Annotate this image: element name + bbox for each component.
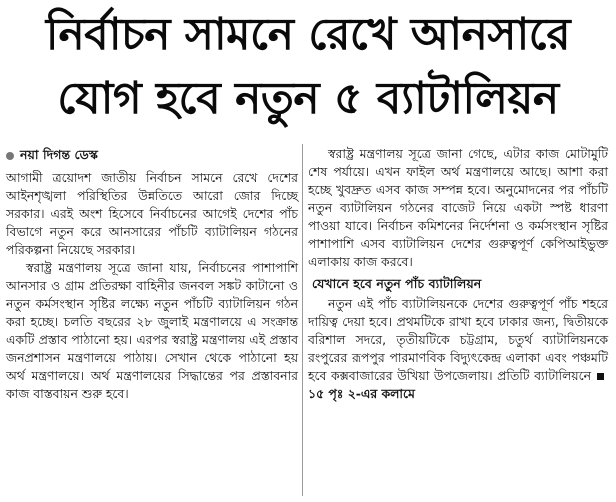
paragraph-right-1: স্বরাষ্ট্র মন্ত্রণালয় সূত্রে জানা গেছে, এটার কাজ মোটামুটি শেষ পর্যায়ে। এখন ফাইল অর্থ মন্ত্রণালয়ে আছে। আশা করা হচ্ছে খুবদ্রুত এসব কাজ সম্পন্ন হবে। অনুমোদনের পর পাঁচটি নতুন ব্যাটালিয়ন গঠনের বাজেট নিয়ে একটা স্পষ্ট ধারণা পাওয়া যাবে। নির্বাচন কমিশনের নির্দেশনা ও কর্মসংস্থান সৃষ্টির পাশাপাশি এসব ব্যাটালিয়ন দেশের গুরুত্বপূর্ণ কেপিআইভুক্ত এলাকায় কাজ করবে। [308, 146, 608, 269]
paragraph-right-2-text: নতুন এই পাঁচ ব্যাটালিয়নকে দেশের গুরুত্বপূর্ণ পাঁচ শহরে দায়িত্ব দেয়া হবে। প্রথমটিকে রাখা হবে ঢাকার জন্য, দ্বিতীয়কে বরিশাল সদরে, তৃতীয়টিকে চট্টগ্রাম, চতুর্থ ব্যাটালিয়নকে রংপুরের রূপপুর পারমাণবিক বিদ্যুৎকেন্দ্র এলাকা এবং পঞ্চমটি হবে কক্সবাজারের উখিয়া উপজেলায়। প্রতিটি ব্যাটালিয়নে [308, 296, 608, 383]
column-divider [302, 144, 303, 496]
square-marker-icon [597, 373, 604, 380]
byline [6, 145, 298, 165]
article-right-column [308, 145, 608, 403]
bullet-dot-icon [6, 152, 14, 160]
paragraph-left-1: আগামী ত্রয়োদশ জাতীয় নির্বাচন সামনে রেখে দেশের আইনশৃঙ্খলা পরিস্থিতির উন্নতিতে আরো জোর দিচ্ছে সরকার। এরই অংশ হিসেবে নির্বাচনের আগেই দেশের পাঁচ বিভাগে নতুন করে আনসারের পাঁচটি ব্যাটালিয়ন গঠনের পরিকল্পনা নিয়েছে সরকার। [6, 170, 298, 257]
paragraph-right-2 [308, 295, 608, 403]
section-subheading: যেখানে হবে নতুন পাঁচ ব্যাটালিয়ন [312, 276, 482, 291]
continuation-jump: ১৫ পৃঃ ২-এর কলামে [308, 386, 415, 401]
headline-line-2: যোগ হবে নতুন ৫ ব্যাটালিয়ন [57, 73, 559, 124]
paragraph-left-2: স্বরাষ্ট্র মন্ত্রণালয় সূত্রে জানা যায়, নির্বাচনের পাশাপাশি আনসার ও গ্রাম প্রতিরক্ষা বাহিনীর জনবল সঙ্কট কাটানো ও নতুন কর্মসংস্থান সৃষ্টির লক্ষ্যে নতুন পাঁচটি ব্যাটালিয়ন গঠন করা হচ্ছে। চলতি বছরের ২৮ জুলাই মন্ত্রণালয়ে এ সংক্রান্ত একটি প্রস্তাব পাঠানো হয়। এরপর স্বরাষ্ট্র মন্ত্রণালয় এই প্রস্তাব জনপ্রশাসন মন্ত্রণালয়ে পাঠায়। সেখান থেকে পাঠানো হয় অর্থ মন্ত্রণালয়ে। অর্থ মন্ত্রণালয়ের সিদ্ধান্তের পর প্রস্তাবনার কাজ বাস্তবায়ন শুরু হবে। [6, 260, 298, 401]
byline-text: নয়া দিগন্ত ডেস্ক [20, 147, 98, 162]
headline-line-1: নির্বাচন সামনে রেখে আনসারে [45, 9, 571, 60]
article-left-column [6, 145, 298, 403]
